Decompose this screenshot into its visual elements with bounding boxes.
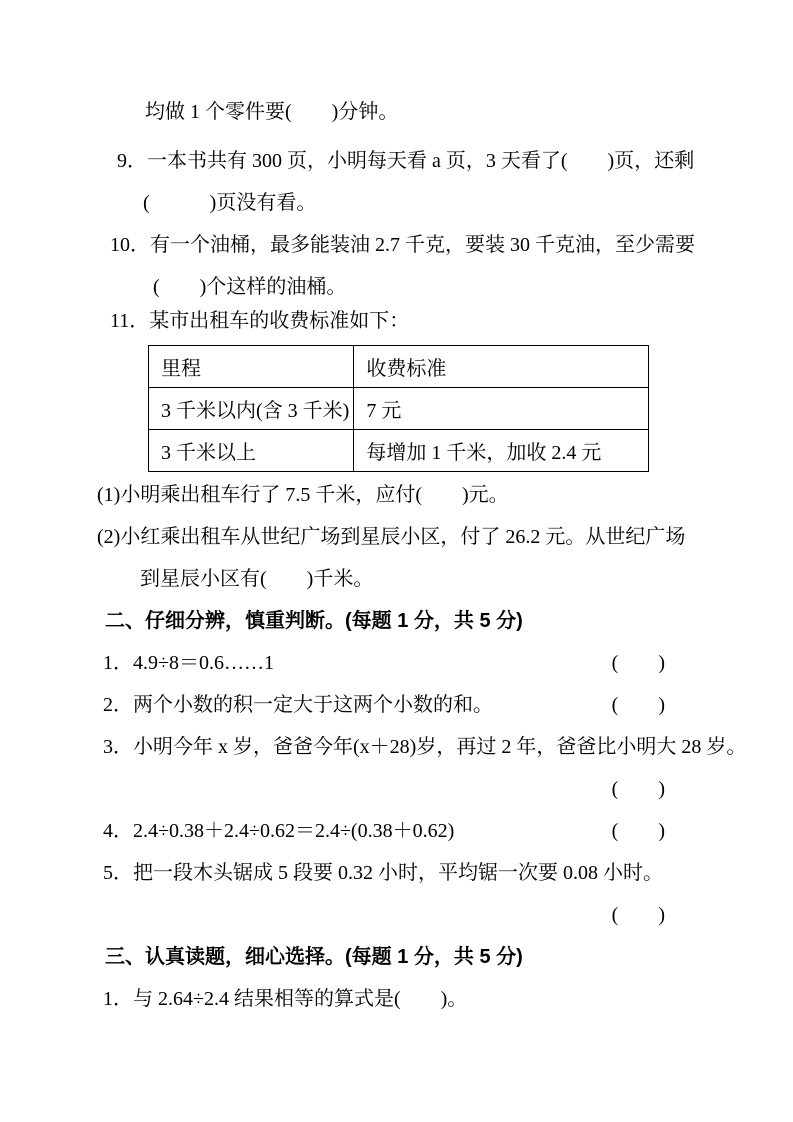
choice-item-1: 1．与 2.64÷2.4 结果相等的算式是( )。	[103, 988, 468, 1010]
judge-item-2	[97, 684, 697, 726]
item8-continuation-line: 均做 1 个零件要( )分钟。	[145, 101, 399, 123]
section3-title: 三、认真读题，细心选择。(每题 1 分，共 5 分)	[105, 946, 523, 968]
judge-item-1-answer-bracket: ( )	[611, 652, 665, 674]
fill-item11-q1: (1)小明乘出租车行了 7.5 千米，应付( )元。	[97, 484, 509, 506]
fare-table-header-row	[149, 346, 649, 388]
judge-item-4-answer-bracket: ( )	[611, 820, 665, 842]
fill-item10-line2: ( )个这样的油桶。	[153, 276, 347, 298]
fill-item9-line1: 9．一本书共有 300 页，小明每天看 a 页，3 天看了( )页，还剩	[117, 150, 695, 172]
judge-item-5-answer-bracket: ( )	[611, 904, 665, 926]
judge-item-5-text: 5．把一段木头锯成 5 段要 0.32 小时，平均锯一次要 0.08 小时。	[103, 862, 663, 884]
fill-item11-q2-line1: (2)小红乘出租车从世纪广场到星辰小区，付了 26.2 元。从世纪广场	[97, 526, 686, 548]
judge-item-3-text: 3．小明今年 x 岁，爸爸今年(x＋28)岁，再过 2 年，爸爸比小明大 28 岁。	[103, 736, 747, 758]
fare-table-header-mileage: 里程	[149, 346, 354, 388]
fare-table-header-standard: 收费标准	[354, 346, 649, 388]
fare-table-cell-mileage-2: 3 千米以上	[149, 430, 354, 472]
judge-item-4	[97, 810, 697, 852]
fill-item11-q2-line2: 到星辰小区有( )千米。	[140, 568, 374, 590]
fare-table-row-within-3km	[149, 388, 649, 430]
judge-item-1-text: 1．4.9÷8＝0.6……1	[103, 652, 274, 674]
taxi-fare-table	[148, 345, 649, 472]
judge-item-4-text: 4．2.4÷0.38＋2.4÷0.62＝2.4÷(0.38＋0.62)	[103, 820, 455, 842]
fare-table-cell-standard-1: 7 元	[354, 388, 649, 430]
fare-table-cell-mileage-1: 3 千米以内(含 3 千米)	[149, 388, 354, 430]
judge-item-2-text: 2．两个小数的积一定大于这两个小数的和。	[103, 694, 493, 716]
judge-item-3-bracket-line	[97, 768, 697, 810]
fill-item9-line2: ( )页没有看。	[143, 192, 317, 214]
section2-title: 二、仔细分辨，慎重判断。(每题 1 分，共 5 分)	[105, 610, 523, 632]
fill-item10-line1: 10．有一个油桶，最多能装油 2.7 千克，要装 30 千克油，至少需要	[110, 234, 695, 256]
fill-item11-intro: 11．某市出租车的收费标准如下：	[110, 310, 410, 332]
judge-item-2-answer-bracket: ( )	[611, 694, 665, 716]
fare-table-cell-standard-2: 每增加 1 千米，加收 2.4 元	[354, 430, 649, 472]
fare-table-row-beyond-3km	[149, 430, 649, 472]
judge-item-3-answer-bracket: ( )	[611, 778, 665, 800]
judge-item-5-bracket-line	[97, 894, 697, 936]
judge-item-1	[97, 642, 697, 684]
